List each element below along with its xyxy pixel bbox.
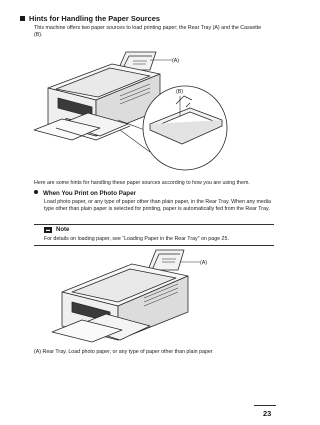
section-heading-text: Hints for Handling the Paper Sources: [29, 14, 160, 23]
note-icon: ▬: [46, 227, 50, 232]
page-number-rule: [254, 405, 276, 406]
intro-paragraph: This machine offers two paper sources to load printing paper; the Rear Tray (A) and the Cassette (B).: [34, 25, 262, 39]
figure-caption: (A) Rear Tray. Load photo paper, or any type of paper other than plain paper: [34, 349, 213, 355]
figure2-label-a: (A): [200, 260, 208, 266]
subsection-paragraph: Load photo paper, or any type of paper other than plain paper, in the Rear Tray. When any media type other than plain paper is selected for printing, paper is automatically fed from the Rear Tray.: [44, 199, 271, 213]
page-number: 23: [263, 409, 272, 418]
hints-paragraph: Here are some hints for handling these paper sources according to how you are using them.: [34, 180, 250, 186]
figure1-label-a: (A): [172, 58, 180, 64]
figure1-label-b: (B): [176, 89, 184, 95]
note-text: For details on loading paper, see “Loading Paper in the Rear Tray” on page 25.: [44, 236, 229, 242]
subheading-text: When You Print on Photo Paper: [43, 190, 136, 197]
note-title: Note: [56, 227, 70, 233]
